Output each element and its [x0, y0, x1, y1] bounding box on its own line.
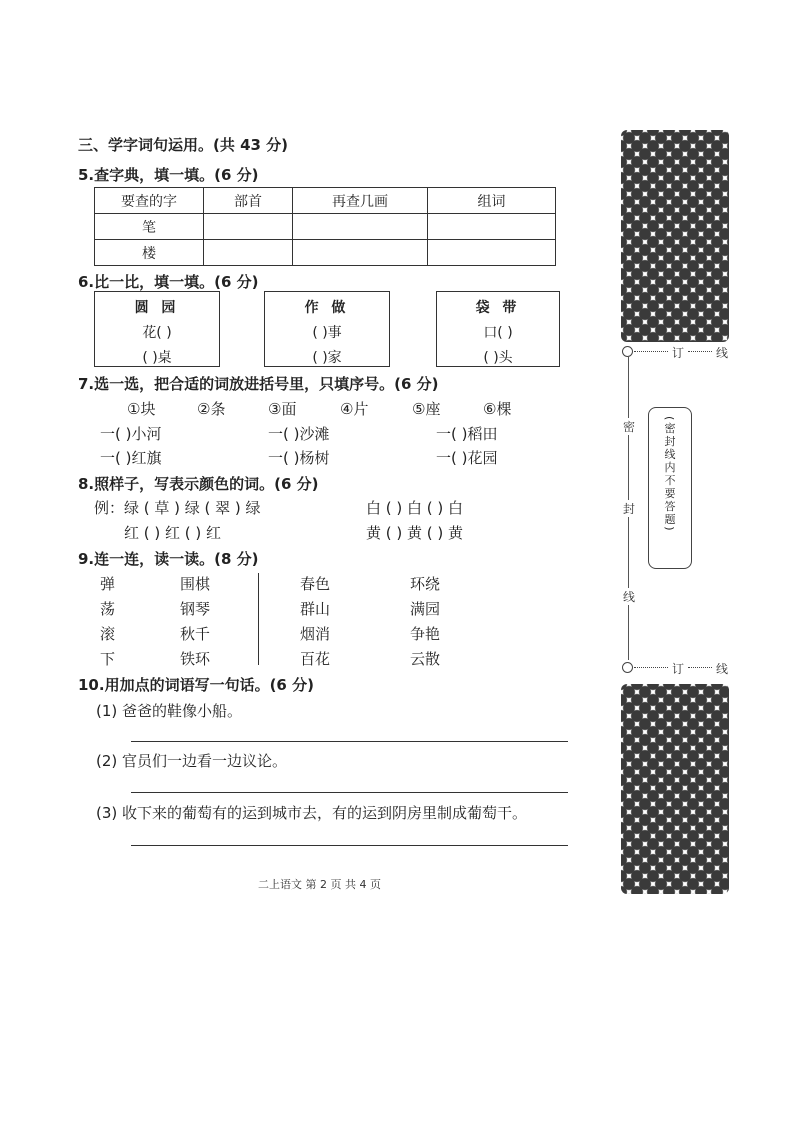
seal-char-mi: 密 — [623, 420, 636, 434]
match-left-b[interactable]: 秋千 — [180, 625, 211, 643]
answer-cell[interactable] — [293, 240, 428, 266]
compare-box-title: 作 做 — [304, 300, 350, 316]
q9-title: 9.连一连，读一读。(8 分) — [78, 550, 259, 568]
table-header: 要查的字 — [95, 188, 204, 214]
q8-white[interactable]: 白 ( ) 白 ( ) 白 — [366, 499, 464, 517]
q10-item-3: (3) 收下来的葡萄有的运到城市去，有的运到阴房里制成葡萄干。 — [96, 804, 528, 822]
seal-char-xian: 线 — [716, 346, 729, 360]
compare-box-title: 圆 园 — [134, 300, 180, 316]
match-left-a[interactable]: 荡 — [100, 600, 116, 618]
q7-blank[interactable]: 一( )小河 — [100, 425, 162, 443]
seal-char-feng: 封 — [623, 502, 636, 516]
match-left-a[interactable]: 滚 — [100, 625, 116, 643]
compare-box-line[interactable]: ( )事 — [312, 325, 342, 341]
column-divider — [258, 573, 259, 665]
option: ⑤座 — [412, 400, 441, 418]
match-right-a[interactable]: 春色 — [300, 575, 331, 593]
compare-box-line[interactable]: ( )家 — [312, 350, 342, 366]
dotted-line — [688, 667, 712, 668]
q6-title: 6.比一比，填一填。(6 分) — [78, 273, 259, 291]
match-left-a[interactable]: 弹 — [100, 575, 116, 593]
compare-box-title: 袋 带 — [475, 300, 521, 316]
dictionary-table — [94, 187, 556, 266]
answer-cell[interactable] — [293, 214, 428, 240]
q8-red[interactable]: 红 ( ) 红 ( ) 红 — [124, 524, 222, 542]
circle-marker-bottom — [622, 662, 633, 673]
match-left-b[interactable]: 围棋 — [180, 575, 211, 593]
q8-yellow[interactable]: 黄 ( ) 黄 ( ) 黄 — [366, 524, 464, 542]
q10-item-1: (1) 爸爸的鞋像小船。 — [96, 702, 243, 720]
q7-blank[interactable]: 一( )杨树 — [268, 449, 330, 467]
option: ⑥棵 — [483, 400, 512, 418]
dotted-line — [688, 351, 712, 352]
compare-box-line[interactable]: 花( ) — [142, 325, 172, 341]
match-left-b[interactable]: 钢琴 — [180, 600, 211, 618]
option: ④片 — [340, 400, 369, 418]
dotted-line — [634, 351, 668, 352]
dot-pattern-bottom — [621, 684, 729, 894]
seal-char-ding: 订 — [672, 346, 685, 360]
answer-cell[interactable] — [204, 214, 293, 240]
compare-box-1 — [94, 291, 220, 367]
seal-char-xian: 线 — [716, 662, 729, 676]
table-row — [95, 240, 556, 266]
match-right-b[interactable]: 争艳 — [410, 625, 441, 643]
circle-marker-top — [622, 346, 633, 357]
table-header: 组词 — [428, 188, 556, 214]
table-row — [95, 214, 556, 240]
match-right-a[interactable]: 百花 — [300, 650, 331, 668]
seal-notice-text: (密封线内不要答题) — [663, 416, 676, 533]
table-cell: 笔 — [95, 214, 204, 240]
answer-line[interactable] — [131, 741, 568, 742]
page-footer: 二上语文 第 2 页 共 4 页 — [258, 878, 381, 891]
match-right-b[interactable]: 云散 — [410, 650, 441, 668]
answer-line[interactable] — [131, 845, 568, 846]
compare-box-2 — [264, 291, 390, 367]
section-title: 三、学字词句运用。(共 43 分) — [78, 136, 289, 154]
q5-title: 5.查字典，填一填。(6 分) — [78, 166, 259, 184]
table-header: 部首 — [204, 188, 293, 214]
compare-box-line[interactable]: ( )头 — [483, 350, 513, 366]
dotted-line — [634, 667, 668, 668]
q10-title: 10.用加点的词语写一句话。(6 分) — [78, 676, 314, 694]
table-header-row — [95, 188, 556, 214]
seal-char-xian: 线 — [623, 590, 636, 604]
match-left-a[interactable]: 下 — [100, 650, 116, 668]
compare-box-line[interactable]: 口( ) — [483, 325, 513, 341]
q7-title: 7.选一选，把合适的词放进括号里，只填序号。(6 分) — [78, 375, 439, 393]
q10-item-2: (2) 官员们一边看一边议论。 — [96, 752, 288, 770]
match-right-a[interactable]: 群山 — [300, 600, 331, 618]
table-header: 再查几画 — [293, 188, 428, 214]
q7-blank[interactable]: 一( )沙滩 — [268, 425, 330, 443]
match-right-a[interactable]: 烟消 — [300, 625, 331, 643]
answer-cell[interactable] — [204, 240, 293, 266]
seal-char-ding: 订 — [672, 662, 685, 676]
q7-blank[interactable]: 一( )红旗 — [100, 449, 162, 467]
dot-pattern-top — [621, 130, 729, 342]
option: ③面 — [268, 400, 297, 418]
answer-cell[interactable] — [428, 240, 556, 266]
compare-box-3 — [436, 291, 560, 367]
match-right-b[interactable]: 环绕 — [410, 575, 441, 593]
q7-blank[interactable]: 一( )稻田 — [436, 425, 498, 443]
match-right-b[interactable]: 满园 — [410, 600, 441, 618]
q7-blank[interactable]: 一( )花园 — [436, 449, 498, 467]
q8-example: 例：绿 ( 草 ) 绿 ( 翠 ) 绿 — [94, 499, 261, 517]
compare-box-line[interactable]: ( )桌 — [142, 350, 172, 366]
seal-notice-box — [648, 407, 692, 569]
answer-cell[interactable] — [428, 214, 556, 240]
q8-title: 8.照样子，写表示颜色的词。(6 分) — [78, 475, 319, 493]
table-cell: 楼 — [95, 240, 204, 266]
answer-line[interactable] — [131, 792, 568, 793]
match-left-b[interactable]: 铁环 — [180, 650, 211, 668]
option: ①块 — [127, 400, 156, 418]
option: ②条 — [197, 400, 226, 418]
